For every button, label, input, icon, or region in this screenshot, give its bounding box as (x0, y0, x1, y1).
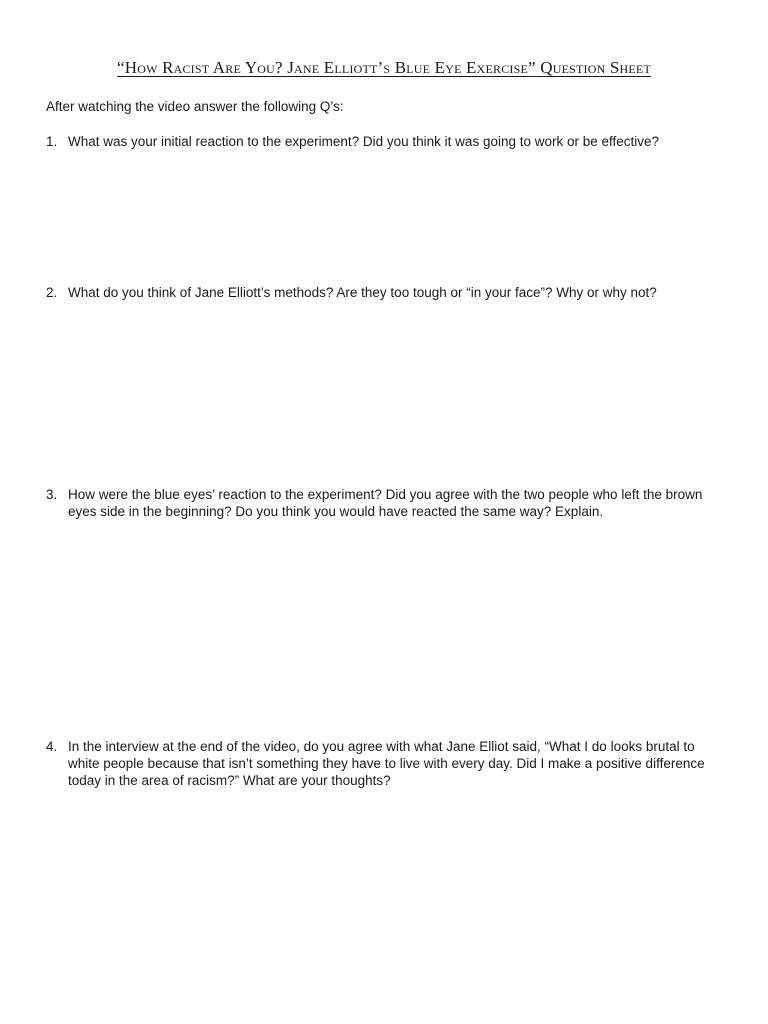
question-text: What was your initial reaction to the experiment? Did you think it was going to work or be effective? (68, 134, 660, 149)
instructions-text: After watching the video answer the following Q’s: (46, 99, 344, 114)
question-4 (46, 738, 726, 789)
question-number: 2. (46, 285, 58, 300)
question-1 (46, 133, 726, 150)
page-title (0, 58, 768, 78)
question-3 (46, 486, 726, 520)
question-text: How were the blue eyes’ reaction to the experiment? Did you agree with the two people who left the brown eyes side in the beginning? Do you think you would have reacted the same way? Explain. (68, 487, 703, 519)
page-title-text: “How Racist Are You? Jane Elliott’s Blue Eye Exercise” Question Sheet (117, 58, 651, 77)
question-number: 1. (46, 134, 58, 149)
question-number: 3. (46, 487, 58, 502)
question-text: In the interview at the end of the video, do you agree with what Jane Elliot said, “What I do looks brutal to white people because that isn’t something they have to live with every day. Did I make a positive difference today in the area of racism?” What are your thoughts? (68, 739, 705, 788)
question-2 (46, 284, 726, 301)
question-number: 4. (46, 739, 58, 754)
question-text: What do you think of Jane Elliott’s methods? Are they too tough or “in your face”? Why or why not? (68, 285, 657, 300)
